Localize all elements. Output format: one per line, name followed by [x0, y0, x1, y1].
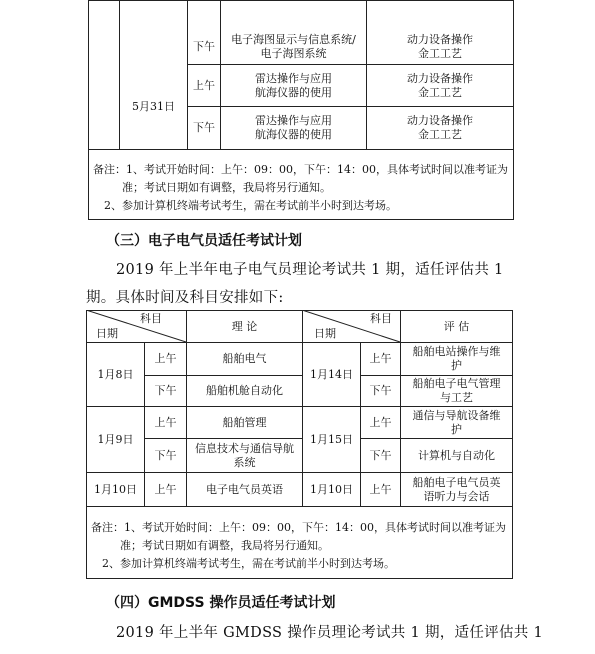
session-cell: 上午: [369, 482, 392, 496]
date-cell: 1月15日: [310, 432, 353, 446]
assess-cell: 动力设备操作 金工工艺: [407, 33, 473, 60]
assess-cell: 动力设备操作 金工工艺: [407, 114, 473, 141]
divider: [88, 219, 514, 220]
note-line: 备注：1、考试开始时间：上午：09：00，下午：14：00，具体考试时间以准考证为: [93, 163, 508, 176]
session-cell: 上午: [154, 415, 177, 429]
divider: [512, 310, 513, 579]
header-theory: 理 论: [231, 319, 258, 333]
divider: [86, 506, 513, 507]
session-cell: 上午: [369, 415, 392, 429]
header-assess: 评 估: [443, 319, 470, 333]
paragraph-line: 期。具体时间及科目安排如下:: [86, 290, 284, 306]
note-line: 2、参加计算机终端考试考生，需在考试前半小时到达考场。: [102, 557, 395, 570]
divider: [86, 578, 513, 579]
date-cell: 5月31日: [132, 99, 175, 113]
theory-cell: 船舶管理: [222, 415, 267, 429]
divider: [88, 0, 514, 1]
assess-cell: 计算机与自动化: [418, 448, 495, 462]
divider: [88, 149, 514, 150]
theory-cell: 信息技术与通信导航 系统: [195, 441, 294, 469]
date-cell: 1月9日: [97, 432, 134, 446]
note-line: 准；考试日期如有调整，我局将另行通知。: [120, 539, 329, 552]
paragraph-line: 2019 年上半年 GMDSS 操作员理论考试共 1 期，适任评估共 1: [116, 625, 543, 641]
session-cell: 上午: [369, 352, 392, 365]
header-subject: 科目: [140, 312, 162, 325]
section-heading: （三）电子电气员适任考试计划: [106, 233, 302, 249]
theory-cell: 雷达操作与应用 航海仪器的使用: [255, 71, 332, 99]
theory-cell: 电子电气员英语: [206, 482, 283, 496]
assess-cell: 船舶电站操作与维 护: [412, 345, 501, 372]
session-cell: 下午: [369, 448, 392, 462]
theory-cell: 船舶电气: [222, 352, 267, 365]
note-line: 准；考试日期如有调整，我局将另行通知。: [122, 181, 331, 194]
theory-cell: 电子海图显示与信息系统/ 电子海图系统: [231, 33, 356, 60]
date-cell: 1月10日: [310, 482, 353, 496]
session-cell: 下午: [154, 384, 177, 397]
header-date: 日期: [96, 327, 118, 340]
session-cell: 上午: [154, 482, 177, 496]
header-date: 日期: [314, 327, 336, 340]
theory-cell: 船舶机舱自动化: [206, 384, 283, 397]
paragraph-line: 2019 年上半年电子电气员理论考试共 1 期，适任评估共 1: [116, 262, 504, 278]
session-cell: 下午: [193, 40, 215, 53]
date-cell: 1月8日: [97, 367, 134, 381]
session-cell: 下午: [154, 448, 177, 462]
note-line: 2、参加计算机终端考试考生，需在考试前半小时到达考场。: [104, 199, 397, 212]
session-cell: 上午: [154, 352, 177, 365]
header-subject: 科目: [370, 312, 392, 325]
assess-cell: 动力设备操作 金工工艺: [407, 71, 473, 99]
theory-cell: 雷达操作与应用 航海仪器的使用: [255, 114, 332, 141]
date-cell: 1月14日: [310, 367, 353, 381]
assess-cell: 船舶电子电气管理 与工艺: [412, 377, 501, 404]
assess-cell: 通信与导航设备维 护: [412, 408, 501, 436]
session-cell: 下午: [369, 384, 392, 397]
session-cell: 下午: [193, 121, 215, 134]
section-heading: （四）GMDSS 操作员适任考试计划: [106, 595, 336, 611]
divider: [88, 0, 89, 220]
date-cell: 1月10日: [94, 482, 137, 496]
session-cell: 上午: [193, 78, 215, 92]
note-line: 备注：1、考试开始时间：上午：09：00，下午：14：00，具体考试时间以准考证为: [91, 521, 506, 534]
divider: [513, 0, 514, 220]
assess-cell: 船舶电子电气员英 语听力与会话: [412, 475, 501, 503]
